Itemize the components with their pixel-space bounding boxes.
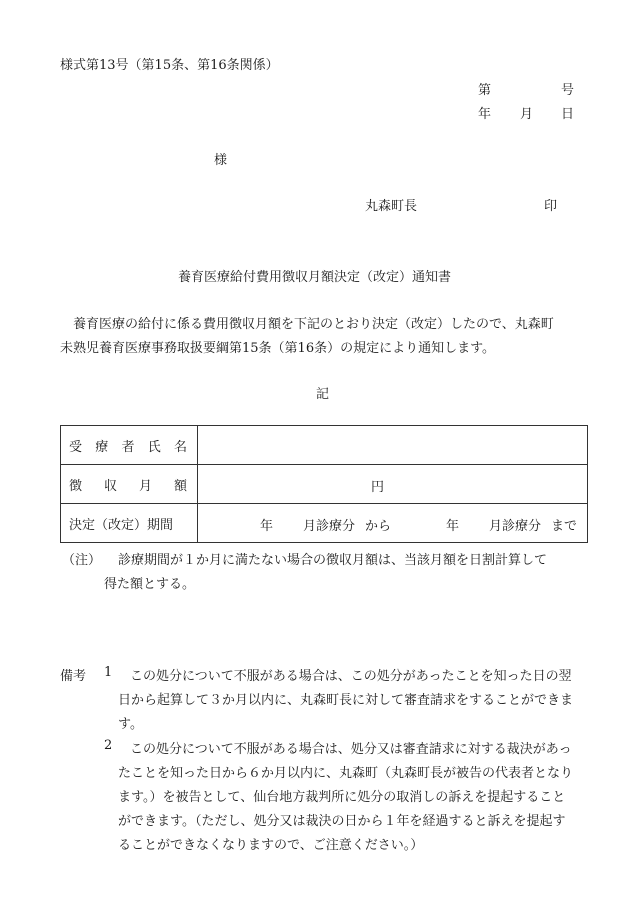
period-from: から: [365, 519, 392, 534]
document-title: 養育医療給付費用徴収月額決定（改定）通知書: [178, 270, 452, 285]
note-line-2: 得た額とする。: [104, 577, 196, 592]
monthly-amount-label: [61, 465, 198, 504]
seal-mark: 印: [544, 199, 558, 214]
label-char: 月: [138, 478, 152, 494]
remark-2-line-3: ます。）を被告として、仙台地方裁判所に処分の取消しの訴えを提起すること: [118, 790, 566, 805]
period-to: まで: [551, 519, 578, 534]
addressee-honorific: 様: [214, 153, 228, 168]
label-char: 氏: [147, 439, 161, 455]
label-char: 者: [121, 439, 135, 455]
body-line-2: 未熟児養育医療事務取扱要綱第15条（第16条）の規定により通知します。: [60, 341, 496, 356]
remarks-label: 備考: [60, 669, 87, 684]
period-year-2: 年: [446, 519, 460, 534]
period-month-2: 月診療分: [489, 519, 542, 534]
remark-number: 1: [104, 665, 113, 680]
monthly-amount-field[interactable]: [198, 465, 588, 504]
remark-number: 2: [104, 738, 113, 753]
label-char: 療: [95, 439, 109, 455]
remark-2-line-1: この処分について不服がある場合は、処分又は審査請求に対する裁決があっ: [130, 742, 572, 757]
remark-2-line-5: ることができなくなりますので、ご注意ください。）: [118, 838, 424, 853]
note-line-1: 診療期間が１か月に満たない場合の徴収月額は、当該月額を日割計算して: [118, 553, 548, 568]
period-field[interactable]: [198, 504, 588, 543]
date-day: 日: [561, 107, 575, 122]
ki-heading: 記: [316, 387, 330, 402]
table-row-period: [61, 504, 588, 543]
period-year-1: 年: [260, 519, 274, 534]
issuer-name: 丸森町長: [365, 199, 418, 214]
note-label: （注）: [62, 553, 102, 568]
table-row-amount: [61, 465, 588, 504]
remark-2-line-4: ができます。（ただし、処分又は裁決の日から１年を経過すると訴えを提起す: [118, 814, 566, 829]
table-row-patient: [61, 426, 588, 465]
yen-unit: 円: [371, 480, 385, 495]
remark-2-line-2: たことを知った日から６か月以内に、丸森町（丸森町長が被告の代表者となり: [118, 766, 574, 781]
label-char: 額: [173, 478, 187, 494]
period-label: 決定（改定）期間: [61, 504, 198, 543]
document-number-suffix: 号: [561, 83, 575, 98]
label-char: 名: [173, 439, 187, 455]
remark-1-line-1: この処分について不服がある場合は、この処分があったことを知った日の翌: [130, 669, 572, 684]
period-month-1: 月診療分: [303, 519, 356, 534]
patient-name-label: [61, 426, 198, 465]
form-number: 様式第13号（第15条、第16条関係）: [60, 58, 279, 73]
remark-1-line-3: す。: [118, 717, 143, 732]
body-line-1: 養育医療の給付に係る費用徴収月額を下記のとおり決定（改定）したので、丸森町: [73, 317, 554, 332]
document-number-prefix: 第: [478, 83, 492, 98]
label-char: 徴: [69, 478, 83, 494]
remark-1-line-2: 日から起算して３か月以内に、丸森町長に対して審査請求をすることができま: [118, 693, 574, 708]
label-char: 収: [103, 478, 117, 494]
label-char: 受: [69, 439, 83, 455]
fee-table: [60, 425, 588, 543]
patient-name-field[interactable]: [198, 426, 588, 465]
date-year: 年: [478, 107, 492, 122]
date-month: 月: [520, 107, 534, 122]
